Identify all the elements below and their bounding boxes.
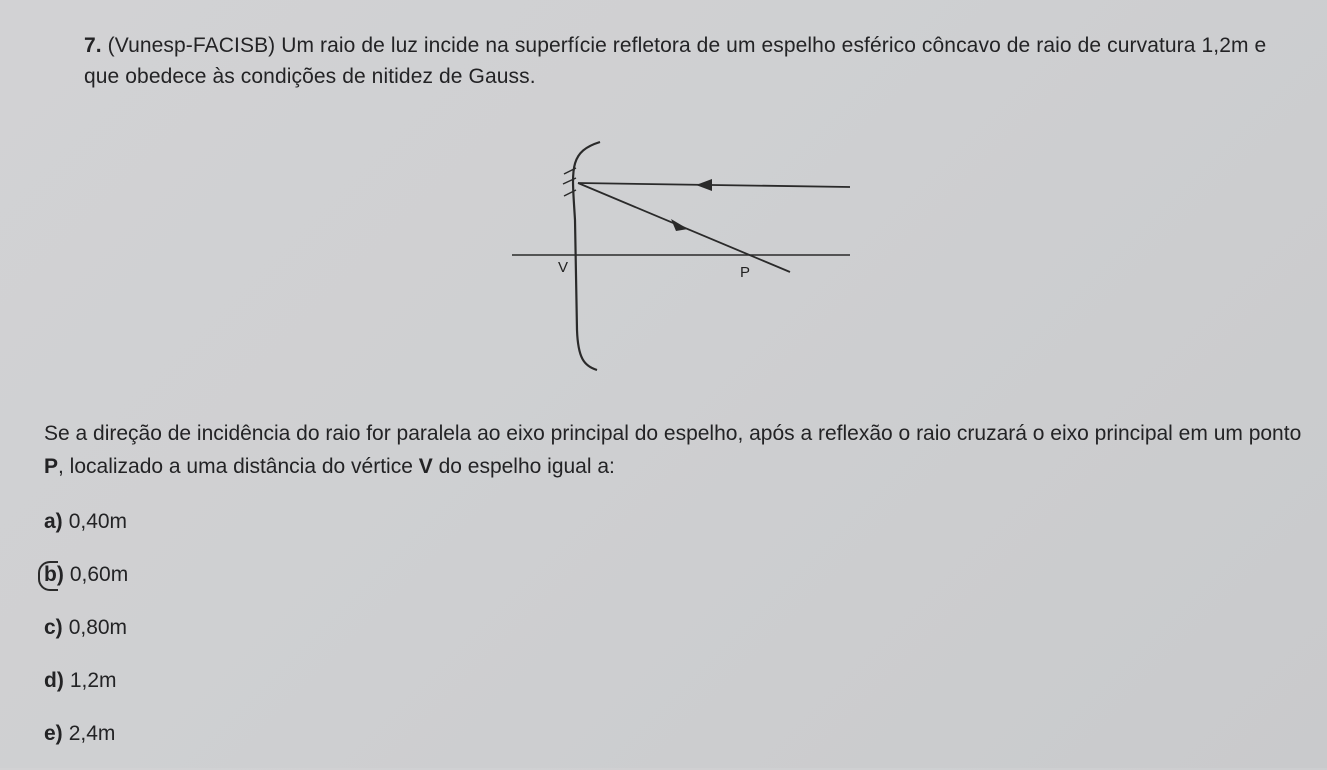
option-value: 0,80m bbox=[68, 616, 128, 639]
reflected-ray-arrow bbox=[671, 219, 688, 231]
question-number: 7. bbox=[84, 34, 102, 57]
mirror-diagram bbox=[500, 130, 870, 380]
option-d[interactable] bbox=[44, 664, 128, 717]
option-letter: a) bbox=[44, 510, 63, 533]
option-letter: d) bbox=[44, 669, 64, 692]
statement-part3: do espelho igual a: bbox=[432, 455, 615, 478]
question-header bbox=[84, 30, 1284, 92]
vertex-label: V bbox=[558, 259, 569, 276]
statement-part2: , localizado a uma distância do vértice bbox=[58, 455, 419, 478]
option-c[interactable] bbox=[44, 611, 128, 664]
point-p-label: P bbox=[740, 264, 751, 281]
concave-mirror bbox=[573, 142, 600, 370]
option-value: 1,2m bbox=[69, 669, 117, 692]
option-letter: c) bbox=[44, 616, 63, 639]
incident-ray bbox=[578, 183, 850, 187]
option-letter: e) bbox=[44, 722, 63, 745]
question-statement bbox=[44, 417, 1314, 483]
question-header-text: (Vunesp-FACISB) Um raio de luz incide na superfície refletora de um espelho esférico côncavo de raio de curvatura 1,2m e que obedece às condições de nitidez de Gauss. bbox=[84, 34, 1267, 88]
answer-options bbox=[44, 505, 128, 770]
incident-ray-arrow bbox=[696, 179, 712, 191]
statement-p: P bbox=[44, 455, 59, 478]
option-value: 0,40m bbox=[68, 510, 128, 533]
statement-v: V bbox=[418, 455, 433, 478]
option-value: 2,4m bbox=[68, 722, 116, 745]
option-e[interactable] bbox=[44, 717, 128, 770]
option-a[interactable] bbox=[44, 505, 128, 558]
statement-part1: Se a direção de incidência do raio for paralela ao eixo principal do espelho, após a reflexão o raio cruzará o eixo principal em um ponto bbox=[44, 422, 1302, 445]
option-value: 0,60m bbox=[69, 563, 129, 586]
option-b[interactable] bbox=[44, 558, 128, 611]
option-letter: b) bbox=[44, 558, 64, 592]
